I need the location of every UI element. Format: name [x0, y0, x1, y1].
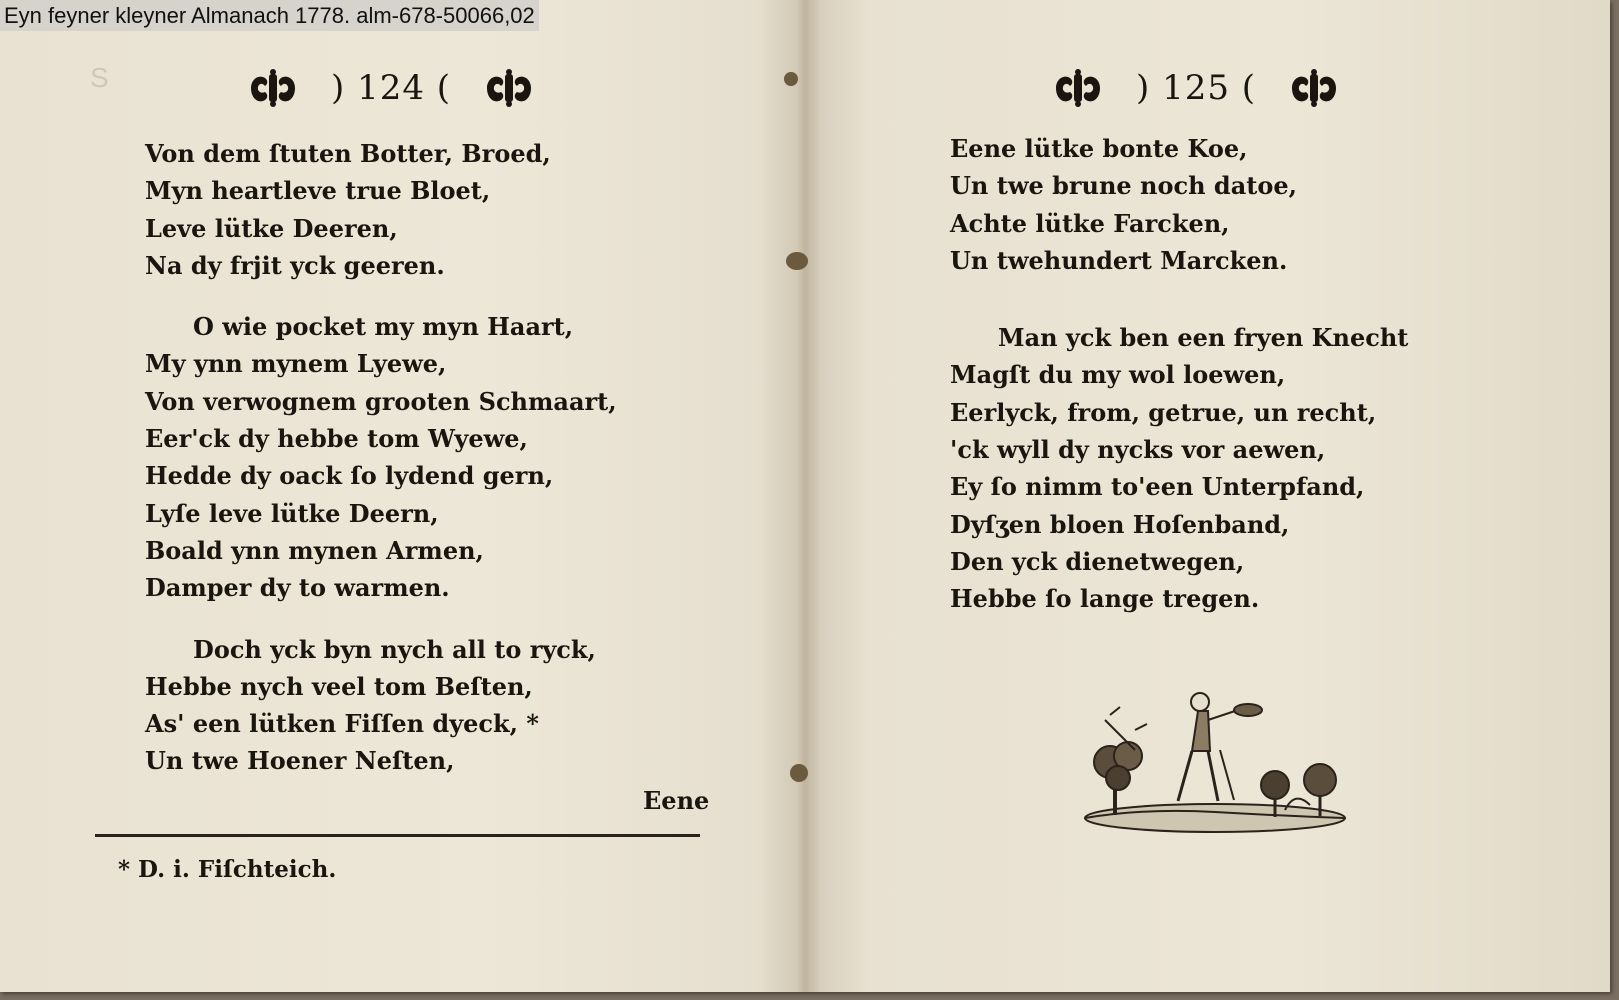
verse-line: Myn heartleve true Bloet, [145, 176, 491, 206]
left-page [0, 0, 795, 992]
verse-line: Achte lütke Farcken, [950, 208, 1230, 238]
verse-line: Na dy frjit yck geeren. [145, 250, 445, 280]
verse-line: Leve lütke Deeren, [145, 213, 398, 243]
verse-line: Lyſe leve lütke Deern, [145, 498, 439, 528]
page-number: ) 125 ( [1136, 68, 1257, 108]
right-page-header [1050, 68, 1342, 108]
verse-line: Un twe Hoener Neſten, [145, 746, 455, 776]
verse-line: Magſt du my wol loewen, [950, 360, 1286, 390]
image-caption: Eyn feyner kleyner Almanach 1778. alm-678-50066,02 [0, 0, 539, 31]
verse-line: Hebbe ſo lange tregen. [950, 584, 1260, 614]
verse-line: Eene lütke bonte Koe, [950, 134, 1248, 163]
right-page [800, 0, 1610, 992]
fleuron-ornament-icon [1286, 68, 1342, 108]
verse-line: Hedde dy oack ſo lydend gern, [145, 461, 554, 491]
verse-line: Dyſʒen bloen Hoſenband, [950, 509, 1290, 539]
verse-line: Ey ſo nimm to'een Unterpfand, [950, 472, 1365, 502]
verse-line: Eer'ck dy hebbe tom Wyewe, [145, 424, 528, 454]
ghost-mark: S [90, 62, 109, 93]
verse-line: Damper dy to warmen. [145, 573, 450, 603]
verse-line: As' een lütken Fiſſen dyeck, * [145, 709, 539, 739]
verse-line: O wie pocket my myn Haart, [193, 312, 574, 342]
left-page-header [245, 68, 537, 108]
verse-line: Hebbe nych veel tom Beſten, [145, 671, 533, 701]
verse-line: Von dem ſtuten Botter, Broed, [145, 139, 551, 168]
left-verse [145, 135, 617, 780]
footnote-rule [95, 834, 700, 837]
verse-line: 'ck wyll dy nycks vor aewen, [950, 435, 1326, 465]
verse-line: Boald ynn mynen Armen, [145, 535, 484, 565]
fleuron-ornament-icon [481, 68, 537, 108]
verse-line: Doch yck byn nych all to ryck, [193, 634, 596, 664]
verse-line: Man yck ben een fryen Knecht [998, 323, 1409, 353]
fleuron-ornament-icon [1050, 68, 1106, 108]
woodcut-illustration [1080, 680, 1350, 840]
binding-stitch [784, 72, 798, 86]
footnote: * D. i. Fiſchteich. [118, 856, 337, 883]
verse-line: Eerlyck, from, getrue, un recht, [950, 397, 1377, 427]
verse-line: Von verwognem grooten Schmaart, [145, 386, 617, 416]
verse-line: Un twe brune noch datoe, [950, 171, 1297, 201]
catchword: Eene [643, 786, 710, 815]
right-verse [950, 130, 1408, 618]
fleuron-ornament-icon [245, 68, 301, 108]
verse-line: Den yck dienetwegen, [950, 546, 1245, 576]
page-number: ) 124 ( [331, 68, 452, 108]
verse-line: Un twehundert Marcken. [950, 245, 1288, 275]
verse-line: My ynn mynem Lyewe, [145, 349, 447, 379]
